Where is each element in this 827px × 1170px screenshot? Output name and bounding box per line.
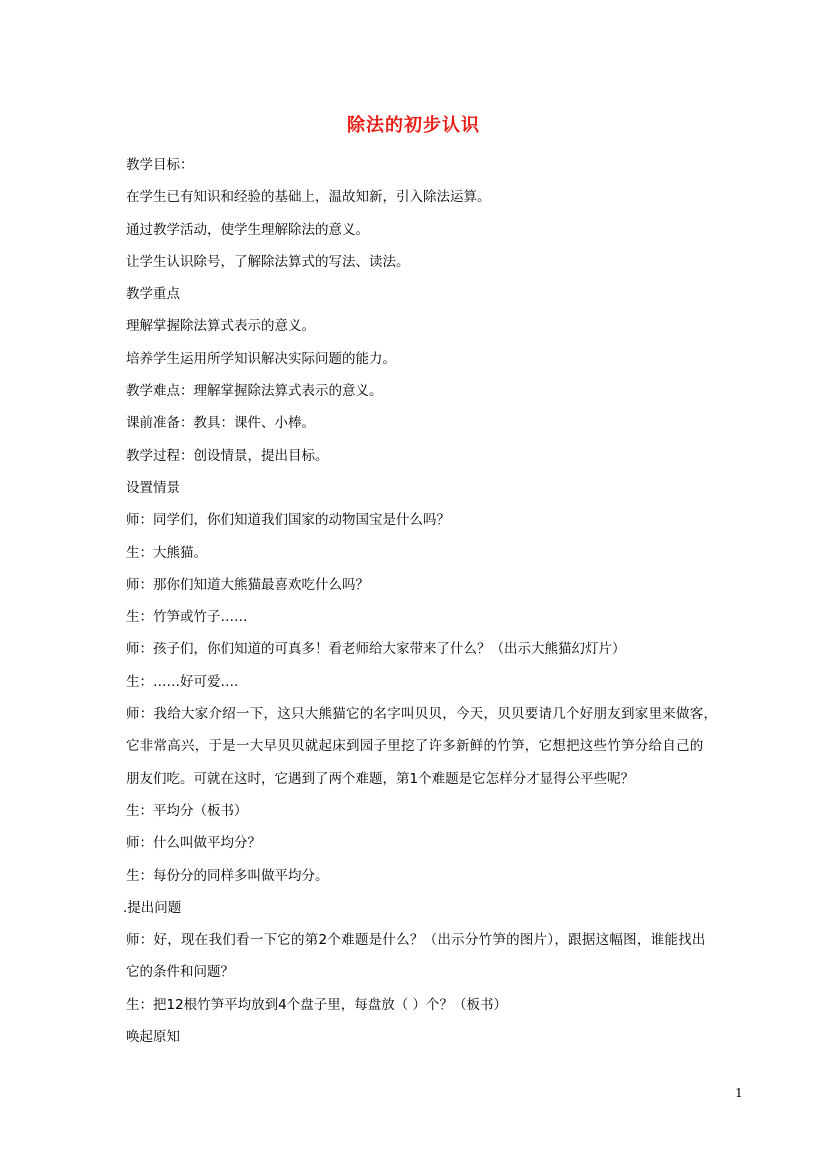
- dialogue-line: 它的条件和问题？: [126, 964, 234, 981]
- section-heading: 设置情景: [126, 479, 180, 496]
- document-title: 除法的初步认识: [347, 115, 480, 136]
- text-line: 培养学生运用所学知识解决实际问题的能力。: [126, 350, 396, 367]
- section-heading: 唤起原知: [126, 1029, 180, 1046]
- text-line: 教学难点：理解掌握除法算式表示的意义。: [126, 383, 383, 400]
- dialogue-line: 生：大熊猫。: [126, 544, 207, 561]
- text-line: 通过教学活动，使学生理解除法的意义。: [126, 221, 369, 238]
- dialogue-line: 生：……好可爱….: [126, 673, 239, 690]
- dialogue-line: 师：我给大家介绍一下，这只大熊猫它的名字叫贝贝，今天，贝贝要请几个好朋友到家里来做客，: [126, 706, 718, 723]
- text-line: 在学生已有知识和经验的基础上，温故知新，引入除法运算。: [126, 189, 491, 206]
- dialogue-line: 师：好，现在我们看一下它的第2个难题是什么？（出示分竹笋的图片），跟据这幅图，谁能找出: [126, 932, 706, 949]
- dialogue-line: 生：把12根竹笋平均放到4个盘子里，每盘放（ ）个？（板书）: [126, 996, 508, 1013]
- page-number: 1: [735, 1086, 743, 1100]
- dialogue-line: 生：平均分（板书）: [126, 802, 248, 819]
- dialogue-line: 师：孩子们，你们知道的可真多！看老师给大家带来了什么？（出示大熊猫幻灯片）: [126, 641, 626, 658]
- text-line: 理解掌握除法算式表示的意义。: [126, 318, 315, 335]
- dialogue-line: 生：每份分的同样多叫做平均分。: [126, 867, 329, 884]
- dialogue-line: 朋友们吃。可就在这时，它遇到了两个难题，第1个难题是它怎样分才显得公平些呢？: [126, 770, 635, 787]
- dialogue-line: 师：什么叫做平均分？: [126, 835, 261, 852]
- text-line: 教学目标：: [126, 157, 194, 173]
- dialogue-line: 师：那你们知道大熊猫最喜欢吃什么吗？: [126, 576, 369, 593]
- dialogue-line: 生：竹笋或竹子……: [126, 609, 248, 626]
- section-heading: .提出问题: [123, 899, 182, 916]
- dialogue-line: 它非常高兴，于是一大早贝贝就起床到园子里挖了许多新鲜的竹笋，它想把这些竹笋分给自己的: [126, 738, 704, 755]
- text-line: 教学过程：创设情景，提出目标。: [126, 447, 329, 464]
- text-line: 让学生认识除号，了解除法算式的写法、读法。: [126, 253, 410, 270]
- dialogue-line: 师：同学们，你们知道我们国家的动物国宝是什么吗？: [126, 512, 450, 529]
- text-line: 课前准备：教具：课件、小棒。: [126, 415, 315, 432]
- document-body: [123, 149, 756, 1053]
- section-heading: 教学重点: [126, 286, 180, 303]
